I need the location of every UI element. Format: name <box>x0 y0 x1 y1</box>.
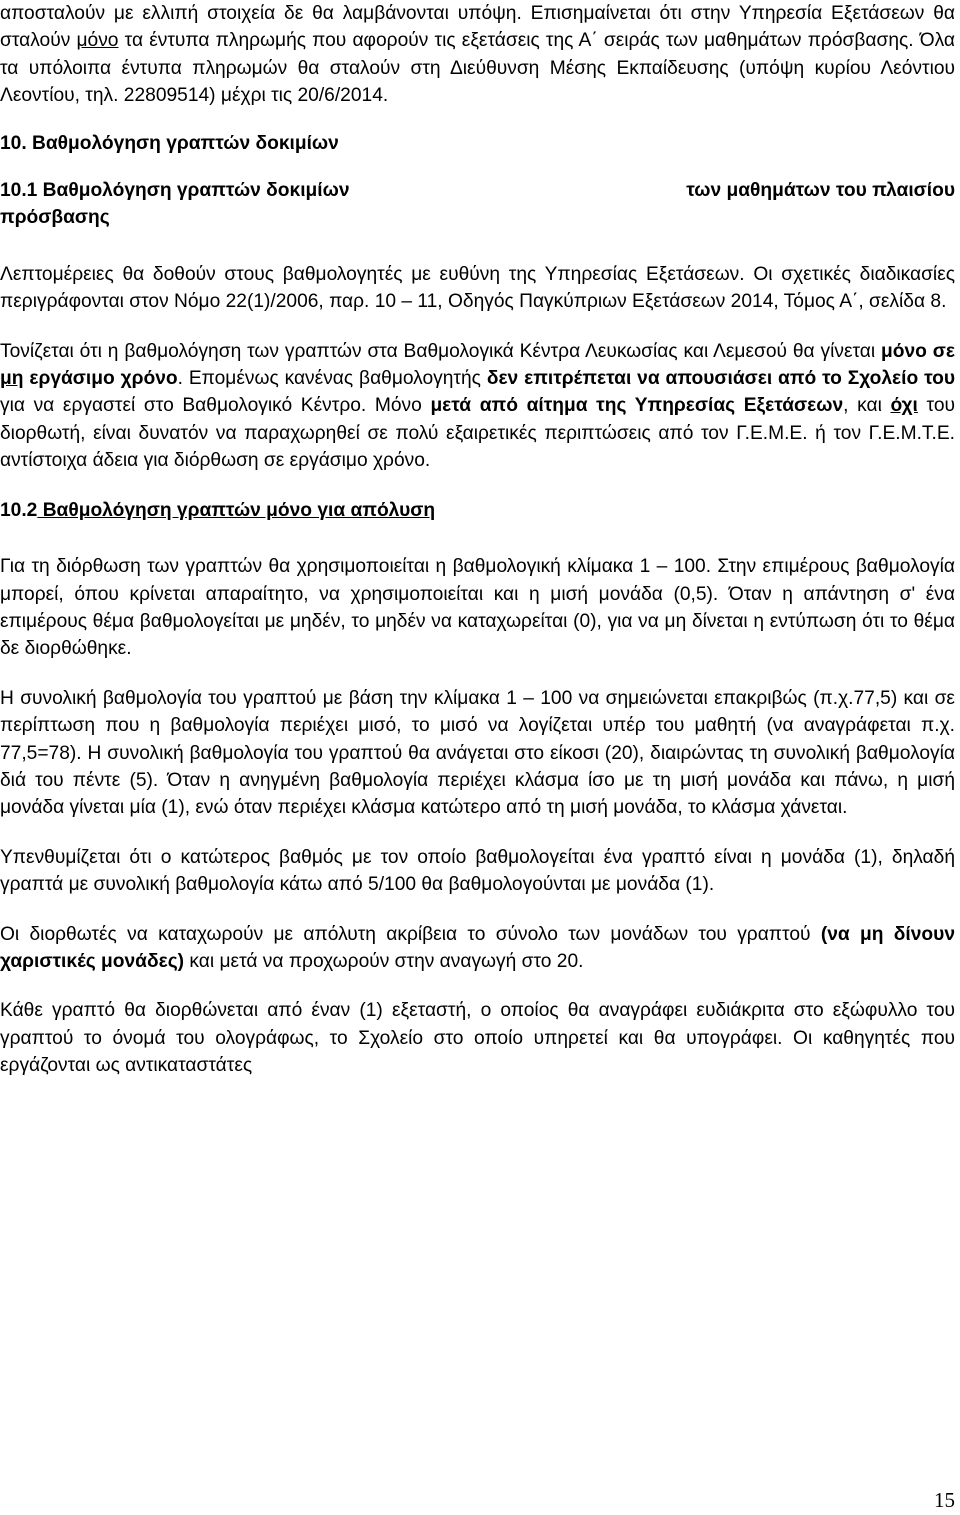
p2-text-c: . Επομένως κανένας βαθμολογητής <box>177 368 487 390</box>
p2-bold-b3: εργάσιμο χρόνο <box>23 368 178 390</box>
section-10-2-title: Βαθμολόγηση γραπτών μόνο για απόλυση <box>37 499 436 521</box>
section-10-2-paragraph-3: Υπενθυμίζεται ότι ο κατώτερος βαθμός με τον οποίο βαθμολογείται ένα γραπτό είναι η μονάδα (1), δηλαδή γραπτά με συνολική βαθμολογία κάτω από 5/100 θα βαθμολογούνται με μονάδα (1). <box>0 846 955 896</box>
section-10-1-paragraph-1: Λεπτομέρειες θα δοθούν στους βαθμολογητές με ευθύνη της Υπηρεσίας Εξετάσεων. Οι σχετικές διαδικασίες περιγράφονται στον Νόμο 22(1)/2006, παρ. 10 – 11, Οδηγός Παγκύπριων Εξετάσεων 2014, Τόμος Α΄, σελίδα 8. <box>0 263 955 313</box>
section-10-1-title-c: πρόσβασης <box>0 207 110 229</box>
p4-bold: (να μη δίνουν χαριστικές μονάδες) <box>0 923 955 972</box>
section-10-2-heading <box>0 497 955 524</box>
section-10-1-heading <box>0 177 955 232</box>
p2-bold-request: μετά από αίτημα της Υπηρεσίας Εξετάσεων <box>430 395 844 417</box>
section-10-2-paragraph-4 <box>0 921 955 976</box>
p4-text-a: Οι διορθωτές να καταχωρούν με απόλυτη ακρίβεια το σύνολο των μονάδων του γραπτού <box>0 923 821 945</box>
p2-bold-not-allowed: δεν επιτρέπεται να απουσιάσει από το Σχολείο του <box>486 368 956 390</box>
intro-text-b: τα έντυπα πληρωμής που αφορούν τις εξετάσεις της Α΄ σειράς των μαθημάτων πρόσβασης. Όλα τα υπόλοιπα έντυπα πληρωμών θα σταλούν στη Διεύθυνση Μέσης Εκπαίδευσης (υπόψη κυρίου Λεόντιου Λεοντίου, τηλ. 22809514) μέχρι τις 20/6/2014. <box>0 30 955 107</box>
section-10-2-paragraph-5: Κάθε γραπτό θα διορθώνεται από έναν (1) εξεταστή, ο οποίος θα αναγράφει ευδιάκριτα στο εξώφυλλο του γραπτού το όνομά του ολογράφως, το Σχολείο στο οποίο υπηρετεί και θα υπογράφει. Οι καθηγητές που εργάζονται ως αντικαταστάτες <box>0 1000 955 1077</box>
section-10-1-paragraph-2 <box>0 338 955 475</box>
section-10-2-paragraph-1: Για τη διόρθωση των γραπτών θα χρησιμοποιείται η βαθμολογική κλίμακα 1 – 100. Στην επιμέρους βαθμολογία μπορεί, όπου κρίνεται απαραίτητο, να χρησιμοποιείται και η μισή μονάδα (0,5). Όταν η απάντηση σ' ένα επιμέρους θέμα βαθμολογείται με μηδέν, το μηδέν να καταχωρείται (0), για να μη δίνεται η εντύπωση ότι το θέμα δε διορθώθηκε. <box>0 556 955 660</box>
p2-text-g: , και <box>843 395 891 417</box>
section-10-heading: 10. Βαθμολόγηση γραπτών δοκιμίων <box>0 132 339 154</box>
intro-paragraph <box>0 0 955 110</box>
intro-text-underlined: μόνο <box>76 30 119 52</box>
p2-text-a: Τονίζεται ότι η βαθμολόγηση των γραπτών στα Βαθμολογικά Κέντρα Λευκωσίας και Λεμεσού θα γίνεται <box>0 340 882 362</box>
section-10-1-title-b: των μαθημάτων του πλαισίου <box>686 180 955 202</box>
intro-text-a: αποσταλούν με ελλιπή στοιχεία δε θα λαμβάνονται υπόψη. Επισημαίνεται ότι στην Υπηρεσία Εξετάσεων θα σταλούν <box>0 3 955 52</box>
p2-bold-underlined: μη <box>0 368 24 390</box>
p2-text-i: του διορθωτή, είναι δυνατόν να παραχωρηθεί σε πολύ εξαιρετικές περιπτώσεις από τον Γ.Ε.Μ.Ε. ή τον Γ.Ε.Μ.Τ.Ε. αντίστοιχα άδεια για διόρθωση σε εργάσιμο χρόνο. <box>0 395 955 472</box>
section-10-2-paragraph-2: Η συνολική βαθμολογία του γραπτού με βάση την κλίμακα 1 – 100 να σημειώνεται επακριβώς (π.χ.77,5) και σε περίπτωση που η βαθμολογία περιέχει μισό, το μισό να λογίζεται υπέρ του μαθητή (να αναγράφεται π.χ. 77,5=78). Η συνολική βαθμολογία του γραπτού θα ανάγεται στο είκοσι (20), διαιρώντας τη συνολική βαθμολογία διά του πέντε (5). Όταν η ανηγμένη βαθμολογία περιέχει κλάσμα ίσο με τη μισή μονάδα και πάνω, η μισή μονάδα γίνεται μία (1), ενώ όταν περιέχει κλάσμα κατώτερο από τη μισή μονάδα, το κλάσμα χάνεται. <box>0 687 955 819</box>
page-number: 15 <box>934 1488 955 1512</box>
p2-bold-b1: μόνο σε <box>881 340 955 362</box>
p2-text-e: για να εργαστεί στο Βαθμολογικό Κέντρο. Μόνο <box>0 395 431 417</box>
section-10-1-title-a: 10.1 Βαθμολόγηση γραπτών δοκιμίων <box>0 180 350 202</box>
section-10-2-number: 10.2 <box>0 499 38 521</box>
p4-text-c: και μετά να προχωρούν στην αναγωγή στο 20. <box>184 950 584 972</box>
p2-bold-not: όχι <box>890 395 918 417</box>
